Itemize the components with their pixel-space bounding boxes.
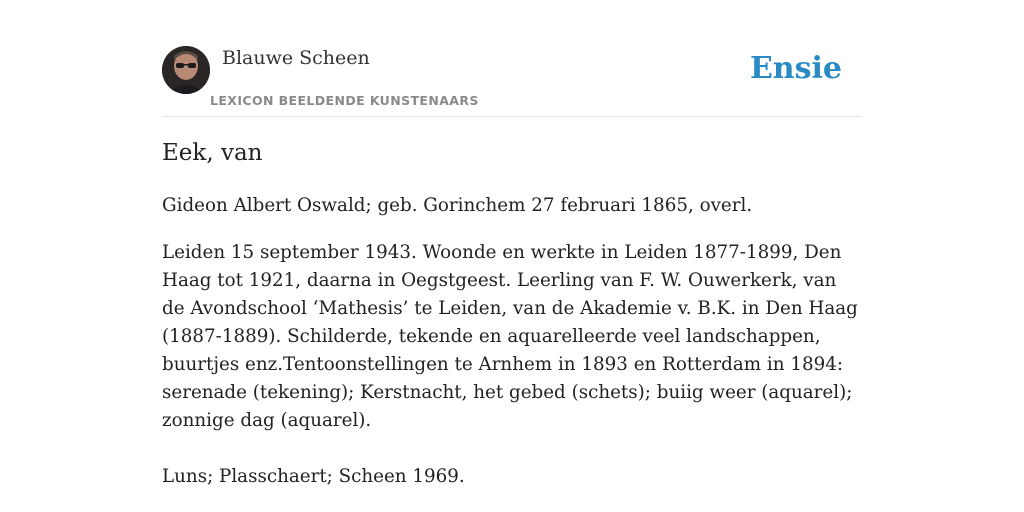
entry-sources: Luns; Plasschaert; Scheen 1969.	[162, 466, 465, 487]
ensie-logo[interactable]: Ensie	[749, 51, 842, 86]
avatar[interactable]	[162, 46, 210, 94]
avatar-photo-icon	[162, 46, 210, 94]
entry-title: Eek, van	[162, 140, 263, 166]
entry-paragraph-2: Leiden 15 september 1943. Woonde en werkte in Leiden 1877-1899, Den Haag tot 1921, daarna in Oegstgeest. Leerling van F. W. Ouwerkerk, van de Avondschool ‘Mathesis’ te Leiden, van de Akademie v. B.K. in Den Haag (1887-1889). Schilderde, tekende en aquarelleerde veel landschappen, buurtjes enz.Tentoonstellingen te Arnhem in 1893 en Rotterdam in 1894: serenade (tekening); Kerstnacht, het gebed (schets); buiig weer (aquarel); zonnige dag (aquarel).	[162, 242, 858, 431]
author-name[interactable]: Blauwe Scheen	[222, 47, 370, 69]
collection-label[interactable]: LEXICON BEELDENDE KUNSTENAARS	[210, 93, 479, 108]
entry-paragraph-1: Gideon Albert Oswald; geb. Gorinchem 27 februari 1865, overl.	[162, 195, 753, 216]
header	[162, 46, 862, 117]
